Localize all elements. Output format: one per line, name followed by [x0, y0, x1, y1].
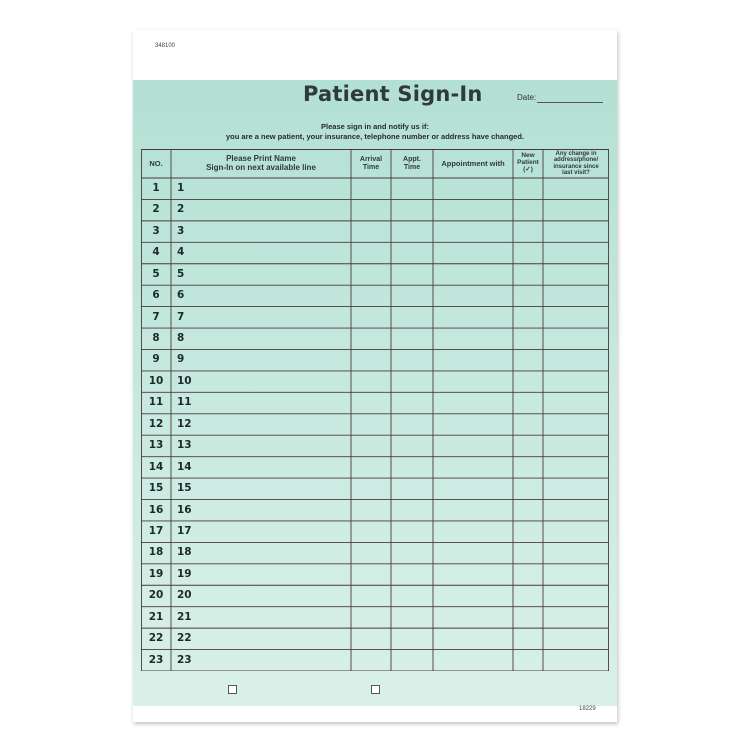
header-no	[141, 149, 171, 178]
row-number: 6	[152, 289, 160, 302]
row-number: 4	[152, 246, 160, 259]
row-line-number: 1	[177, 182, 185, 194]
row-number: 12	[148, 417, 164, 430]
checkbox-left[interactable]	[228, 685, 237, 694]
table-row[interactable]	[141, 264, 609, 285]
header-arrival-time	[351, 149, 391, 178]
row-line-number: 17	[177, 524, 192, 537]
row-line-number: 12	[177, 417, 192, 430]
row-number: 20	[148, 589, 164, 602]
row-line-number: 7	[177, 310, 185, 323]
row-number: 10	[148, 374, 164, 387]
header-new-line2: Patient	[517, 159, 539, 167]
row-line-number: 5	[177, 267, 185, 280]
table-row[interactable]	[141, 607, 609, 628]
row-line-number: 13	[177, 439, 192, 452]
row-line-number: 14	[177, 460, 192, 473]
row-line-number: 10	[177, 374, 192, 387]
row-line-number: 18	[177, 546, 192, 559]
row-number: 7	[152, 310, 160, 323]
header-appt-line2: Time	[403, 163, 421, 171]
sign-in-table	[141, 149, 609, 671]
row-line-number: 19	[177, 567, 192, 580]
table-row[interactable]	[141, 628, 609, 649]
table-row[interactable]	[141, 242, 609, 263]
header-change-line1: Any change in	[555, 150, 597, 157]
header-no-label: NO.	[149, 158, 163, 168]
row-line-number: 2	[177, 203, 185, 216]
table-row[interactable]	[141, 307, 609, 328]
row-number: 1	[152, 182, 160, 194]
table-row[interactable]	[141, 285, 609, 306]
table-row[interactable]	[141, 478, 609, 499]
row-number: 8	[152, 332, 160, 345]
table-row[interactable]	[141, 392, 609, 413]
header-name-line2: Sign-In on next available line	[206, 162, 316, 172]
table-row[interactable]	[141, 650, 609, 671]
header-name-line1: Please Print Name	[226, 154, 296, 164]
notice-line-2: you are a new patient, your insurance, telephone number or address have changed.	[226, 132, 524, 141]
row-line-number: 15	[177, 482, 192, 495]
row-line-number: 3	[177, 224, 185, 237]
row-number: 23	[148, 653, 164, 666]
row-number: 5	[152, 267, 160, 280]
table-row[interactable]	[141, 328, 609, 349]
header-change-line2: address/phone/	[553, 157, 599, 164]
table-row[interactable]	[141, 349, 609, 370]
row-number: 19	[148, 567, 164, 580]
table-row[interactable]	[141, 521, 609, 542]
header-arrival-line2: Time	[362, 163, 380, 171]
form-number-bottom: 18229	[579, 706, 596, 712]
table-row[interactable]	[141, 435, 609, 456]
table-row[interactable]	[141, 221, 609, 242]
row-line-number: 16	[177, 503, 192, 516]
row-line-number: 4	[177, 246, 185, 259]
row-line-number: 23	[177, 653, 192, 666]
row-number: 17	[148, 524, 164, 537]
table-row[interactable]	[141, 500, 609, 521]
header-appt-line1: Appt.	[403, 156, 421, 164]
header-change-line3: insurance since	[553, 163, 599, 170]
table-row[interactable]	[141, 457, 609, 478]
date-label: Date:	[517, 93, 537, 102]
table-row[interactable]	[141, 414, 609, 435]
checkbox-right[interactable]	[371, 685, 380, 694]
header-new-line3: (✓)	[523, 165, 533, 173]
row-number: 21	[148, 610, 164, 623]
date-field[interactable]	[537, 102, 603, 103]
notice-line-1: Please sign in and notify us if:	[321, 122, 429, 131]
header-arrival-line1: Arrival	[359, 156, 383, 164]
table-row[interactable]	[141, 585, 609, 606]
row-line-number: 8	[177, 332, 185, 345]
header-any-change	[543, 149, 609, 178]
row-line-number: 9	[177, 353, 185, 366]
table-row[interactable]	[141, 564, 609, 585]
page-title: Patient Sign-In	[303, 82, 483, 106]
row-number: 15	[148, 482, 164, 495]
row-number: 3	[152, 224, 160, 237]
row-number: 9	[152, 353, 160, 366]
row-line-number: 6	[177, 289, 185, 302]
header-change-line4: last visit?	[562, 169, 590, 176]
row-line-number: 11	[177, 396, 192, 409]
sign-in-sheet	[133, 30, 617, 722]
row-number: 2	[152, 203, 160, 216]
row-line-number: 21	[177, 610, 192, 623]
table-row[interactable]	[141, 371, 609, 392]
row-number: 22	[148, 632, 164, 645]
row-number: 18	[148, 546, 164, 559]
header-name	[171, 149, 351, 178]
table-row[interactable]	[141, 199, 609, 220]
header-appt-time	[391, 149, 433, 178]
row-number: 13	[148, 439, 164, 452]
row-number: 16	[148, 503, 164, 516]
row-number: 11	[148, 396, 164, 409]
header-appointment-with	[433, 149, 513, 178]
table-row[interactable]	[141, 542, 609, 563]
form-number-top: 348100	[155, 43, 176, 49]
row-number: 14	[148, 460, 164, 473]
header-new-patient	[513, 149, 543, 178]
row-line-number: 22	[177, 632, 192, 645]
header-new-line1: New	[521, 152, 535, 160]
header-appointment-with-label: Appointment with	[441, 158, 505, 168]
row-line-number: 20	[177, 589, 192, 602]
table-row[interactable]	[141, 178, 609, 199]
